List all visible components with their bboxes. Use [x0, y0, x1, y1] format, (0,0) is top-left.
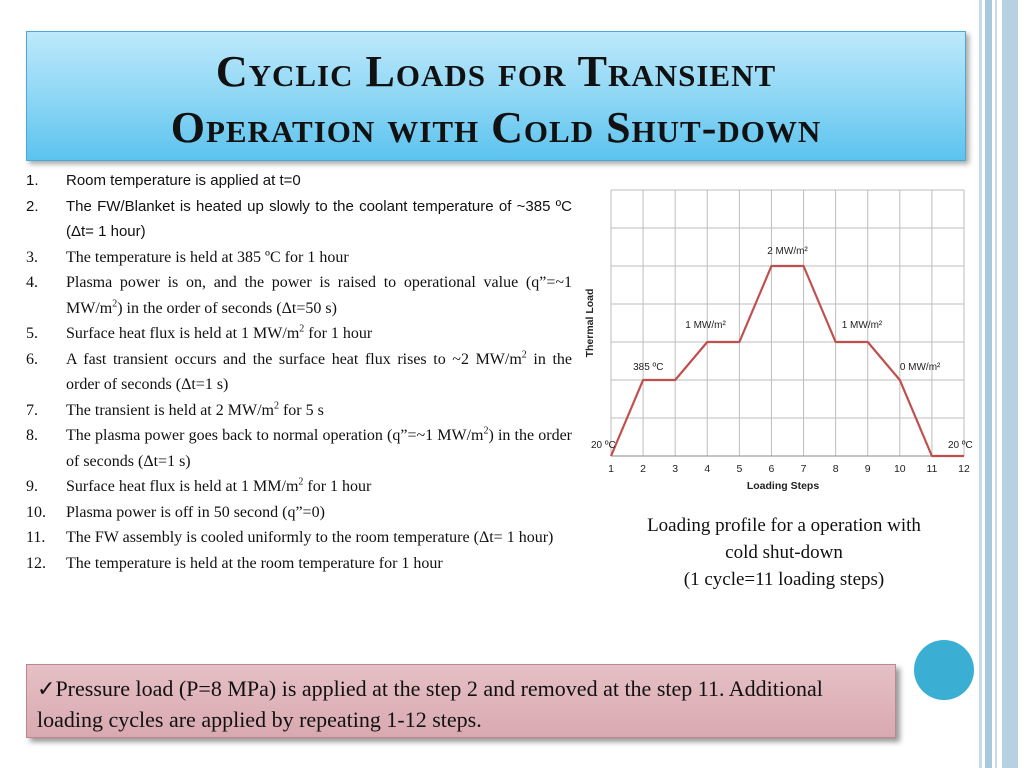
list-item-text: Surface heat flux is held at 1 MW/m	[66, 325, 300, 342]
list-item	[24, 168, 572, 194]
title-banner	[26, 31, 966, 161]
list-item	[24, 525, 572, 551]
frame-line	[985, 0, 992, 768]
frame-line	[979, 0, 982, 768]
data-annotation: 1 MW/m²	[685, 320, 726, 331]
chart-series	[611, 266, 964, 456]
list-item	[24, 474, 572, 500]
chart-svg	[578, 180, 978, 500]
caption-line: Loading profile for a operation with	[647, 515, 921, 536]
x-tick-label: 2	[640, 463, 647, 475]
superscript: 2	[112, 298, 118, 310]
pressure-note	[37, 673, 887, 735]
chart-grid	[611, 190, 964, 456]
list-item	[24, 398, 572, 424]
caption-line: (1 cycle=11 loading steps)	[683, 569, 885, 590]
caption-line: cold shut-down	[725, 542, 843, 563]
data-annotation: 1 MW/m²	[841, 320, 883, 331]
list-item-number: 4.	[26, 274, 38, 291]
list-item-number: 8.	[26, 427, 38, 444]
list-item-text: for 5 s	[278, 401, 324, 419]
list-item-number: 5.	[26, 325, 38, 342]
frame-line	[1002, 0, 1018, 768]
chart-labels	[591, 246, 973, 451]
superscript: 2	[299, 323, 305, 335]
x-tick-label: 9	[864, 463, 871, 475]
list-item	[24, 500, 572, 526]
series-line	[611, 266, 964, 456]
x-tick-label: 8	[832, 463, 839, 475]
list-item-number: 7.	[26, 401, 38, 419]
list-item-text: for 1 hour	[303, 478, 372, 495]
list-item	[24, 321, 572, 347]
list-item-text: Plasma power is on, and the power is raised to operational value (q”=~1 MW/m	[66, 274, 572, 317]
list-item-number: 1.	[26, 172, 39, 189]
list-item	[24, 194, 572, 245]
list-item	[24, 245, 572, 271]
list-item-text: Plasma power is off in 50 second (q”=0)	[66, 503, 325, 521]
list-item-text: ) in the order of seconds (Δt=50 s)	[117, 299, 337, 317]
list-item-number: 9.	[26, 478, 38, 495]
superscript: 2	[483, 425, 489, 437]
data-annotation: 385 ºC	[633, 362, 664, 373]
list-item-text: Surface heat flux is held at 1 MM/m	[66, 478, 299, 495]
list-item-number: 3.	[26, 248, 38, 266]
list-item	[24, 423, 572, 474]
list-item-text: in the order of seconds (Δt=1 s)	[66, 350, 572, 393]
list-item-number: 2.	[26, 197, 39, 215]
list-item-text: Room temperature is applied at t=0	[66, 172, 301, 189]
chart-x-ticks	[608, 463, 970, 475]
x-tick-label: 12	[958, 463, 970, 475]
y-axis-label: Thermal Load	[584, 288, 596, 358]
x-tick-label: 6	[768, 463, 775, 475]
superscript: 2	[273, 400, 279, 412]
list-item-number: 11.	[26, 529, 46, 546]
data-annotation: 20 ºC	[591, 440, 616, 451]
slide-title-line-2: Operation with Cold Shut-down	[170, 103, 822, 152]
data-annotation: 20 ºC	[947, 440, 973, 451]
list-item-text: The temperature is held at 385 ºC for 1 hour	[66, 248, 349, 266]
x-tick-label: 4	[704, 463, 711, 475]
loading-profile-chart	[578, 180, 978, 500]
loading-steps-list	[24, 168, 572, 576]
frame-line	[995, 0, 997, 768]
pressure-note-box	[26, 664, 896, 738]
pressure-note-text: Pressure load (P=8 MPa) is applied at the step 2 and removed at the step 11. Additional loading cycles are applied by repeating 1-12 steps.	[37, 676, 823, 732]
list-item-number: 12.	[26, 554, 46, 572]
list-item-text: The plasma power goes back to normal operation (q”=~1 MW/m	[66, 427, 484, 444]
list-item	[24, 551, 572, 577]
x-tick-label: 11	[926, 463, 938, 475]
list-item-text: The FW/Blanket is heated up slowly to the coolant temperature of ~385 ºC (Δt= 1 hour)	[66, 197, 572, 240]
list-item-text: ) in the order of seconds (Δt=1 s)	[66, 427, 572, 470]
list-item-text: The temperature is held at the room temperature for 1 hour	[66, 554, 443, 572]
data-annotation: 2 MW/m²	[767, 246, 808, 257]
x-tick-label: 1	[608, 463, 614, 475]
list-item-text: The transient is held at 2 MW/m	[66, 401, 274, 419]
x-tick-label: 3	[672, 463, 679, 475]
list-item-number: 10.	[26, 503, 46, 521]
list-item	[24, 347, 572, 398]
decorative-circle	[914, 640, 974, 700]
list-item-number: 6.	[26, 350, 38, 368]
x-tick-label: 7	[800, 463, 807, 475]
superscript: 2	[298, 476, 304, 488]
superscript: 2	[521, 349, 527, 361]
chart-caption	[606, 512, 962, 593]
list-item	[24, 270, 572, 321]
data-annotation: 0 MW/m²	[899, 362, 941, 373]
checkmark-icon: ✓	[37, 676, 56, 701]
list-item-text: A fast transient occurs and the surface heat flux rises to ~2 MW/m	[66, 350, 522, 368]
x-tick-label: 5	[736, 463, 743, 475]
list-item-text: for 1 hour	[304, 325, 373, 342]
slide-title-line-1: Cyclic Loads for Transient	[215, 47, 777, 96]
list-item-text: The FW assembly is cooled uniformly to the room temperature (Δt= 1 hour)	[66, 529, 554, 546]
x-tick-label: 10	[893, 463, 906, 475]
x-axis-label: Loading Steps	[746, 480, 820, 492]
